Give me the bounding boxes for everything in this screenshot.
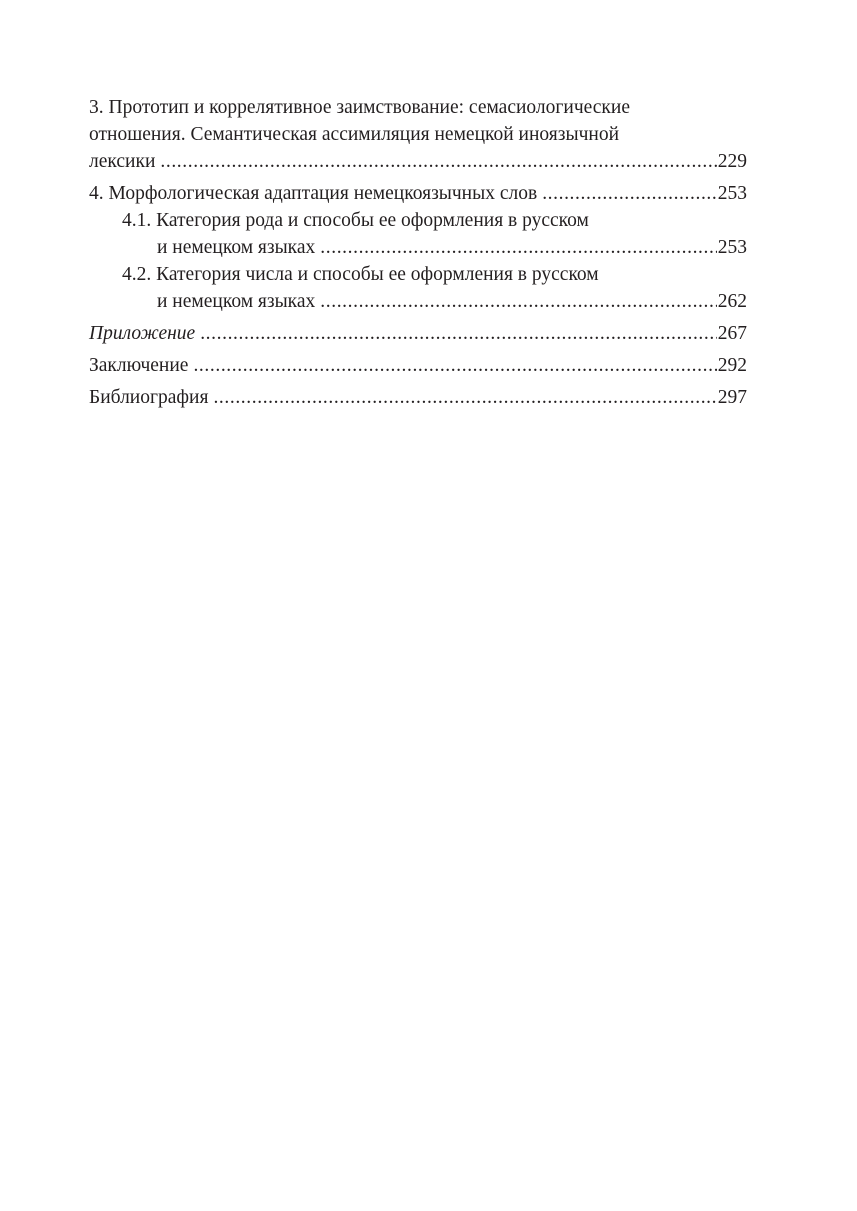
toc-entry-title-line: Заключение [89,355,189,376]
toc-entry-3[interactable] [89,94,747,175]
toc-entry-title-line: 4.2. Категория числа и способы ее оформления в русском [122,264,599,285]
toc-entry-conclusion[interactable] [89,352,747,379]
page-number: 297 [717,387,747,408]
toc-entry-title-line: 3. Прототип и коррелятивное заимствование: семасиологические [89,97,631,118]
toc-entry-bibliography[interactable] [89,384,747,411]
toc-entry-title-line: Библиография [89,387,209,408]
dot-leader [320,234,716,261]
toc-entry-title-line: и немецком языках [157,237,316,258]
toc-entry-title-line: 4.1. Категория рода и способы ее оформления в русском [122,210,589,231]
toc-entry-4-1[interactable] [89,207,747,261]
page-number: 267 [717,323,747,344]
toc-entry-title-line: отношения. Семантическая ассимиляция немецкой иноязычной [89,124,620,145]
dot-leader [193,352,716,379]
dot-leader [213,384,716,411]
toc-entry-leader-line [89,352,747,379]
dot-leader [320,288,716,315]
toc-entry-leader-line [89,148,747,175]
table-of-contents [89,94,747,411]
toc-entry-title-line: Приложение [89,323,196,344]
dot-leader [160,148,716,175]
toc-entry-leader-line [89,384,747,411]
toc-entry-4[interactable] [89,180,747,207]
toc-entry-title-line: и немецком языках [157,291,316,312]
page-number: 253 [717,237,747,258]
toc-entry-title-line: 4. Морфологическая адаптация немецкоязычных слов [89,183,538,204]
page-number: 262 [717,291,747,312]
page-number: 292 [717,355,747,376]
dot-leader [542,180,717,207]
toc-entry-leader-line [89,180,747,207]
toc-entry-4-2[interactable] [89,261,747,315]
toc-entry-title-line: лексики [89,151,156,172]
page-number: 229 [717,151,747,172]
page-number: 253 [717,183,747,204]
toc-entry-appendix[interactable] [89,320,747,347]
toc-entry-leader-line [89,234,747,261]
dot-leader [200,320,717,347]
toc-entry-leader-line [89,320,747,347]
toc-entry-leader-line [89,288,747,315]
